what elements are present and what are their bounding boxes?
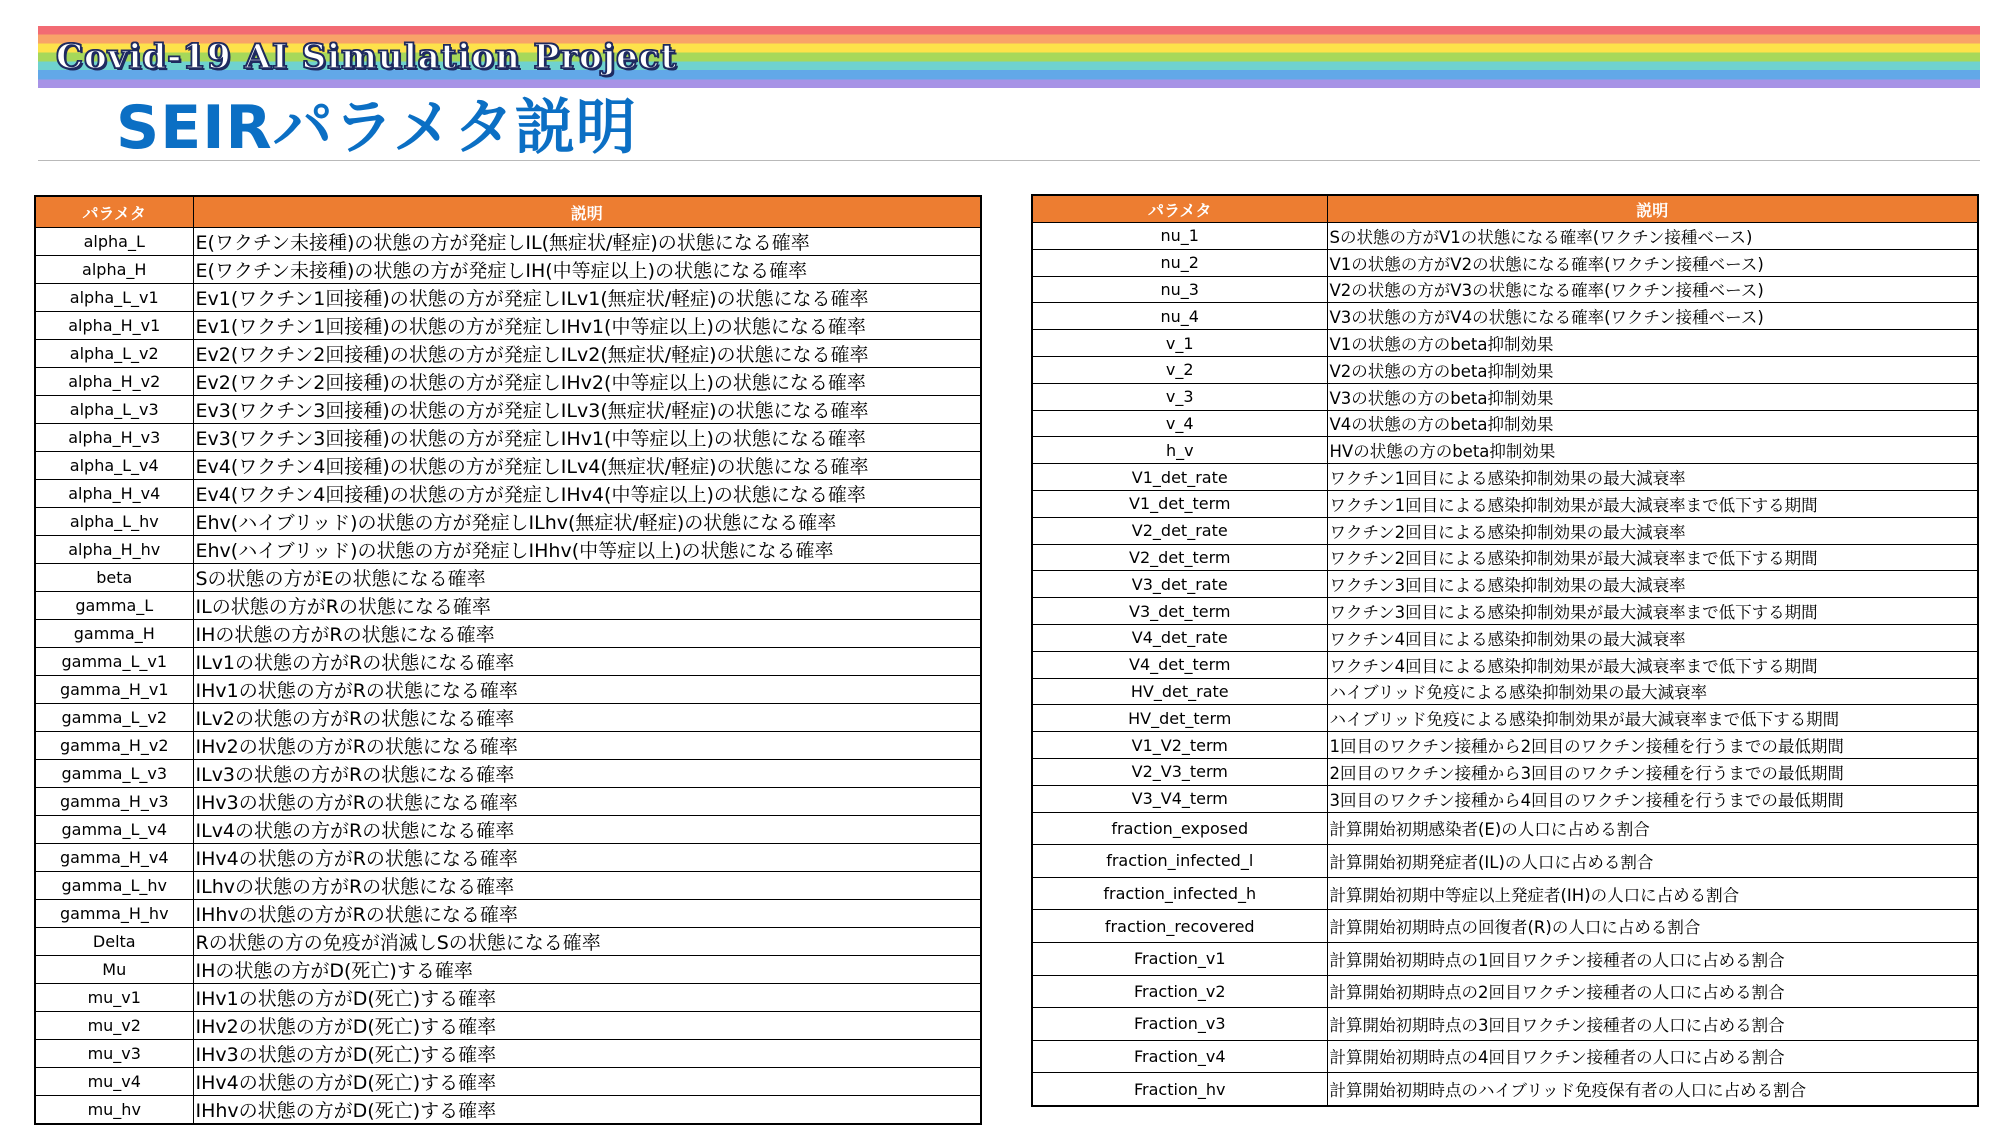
parameter-name-cell: alpha_H_hv	[35, 536, 193, 564]
description-cell: V2の状態の方のbeta抑制効果	[1327, 356, 1978, 383]
description-cell: 計算開始初期時点の回復者(R)の人口に占める割合	[1327, 910, 1978, 943]
table-row	[35, 676, 981, 704]
parameter-name-cell: nu_2	[1032, 249, 1327, 276]
description-cell: ハイブリッド免疫による感染抑制効果の最大減衰率	[1327, 678, 1978, 705]
description-cell: E(ワクチン未接種)の状態の方が発症しIH(中等症以上)の状態になる確率	[193, 256, 981, 284]
table-row	[35, 564, 981, 592]
parameter-name-cell: alpha_L_v2	[35, 340, 193, 368]
description-cell: V3の状態の方のbeta抑制効果	[1327, 383, 1978, 410]
table-row	[35, 844, 981, 872]
table-row	[1032, 303, 1978, 330]
table-row	[35, 480, 981, 508]
table-row	[35, 1012, 981, 1040]
table-row	[1032, 1073, 1978, 1106]
parameter-name-cell: v_4	[1032, 410, 1327, 437]
table-row	[35, 592, 981, 620]
parameter-name-cell: alpha_L_v4	[35, 452, 193, 480]
parameter-name-cell: Mu	[35, 956, 193, 984]
description-cell: Sの状態の方がEの状態になる確率	[193, 564, 981, 592]
table-row	[1032, 910, 1978, 943]
description-cell: Ev1(ワクチン1回接種)の状態の方が発症しILv1(無症状/軽症)の状態になる確率	[193, 284, 981, 312]
parameter-table-left	[34, 195, 982, 1125]
description-cell: ハイブリッド免疫による感染抑制効果が最大減衰率まで低下する期間	[1327, 705, 1978, 732]
parameter-name-cell: gamma_L_v2	[35, 704, 193, 732]
description-cell: 計算開始初期時点の2回目ワクチン接種者の人口に占める割合	[1327, 975, 1978, 1008]
description-cell: IHhvの状態の方がD(死亡)する確率	[193, 1096, 981, 1125]
parameter-name-cell: gamma_H_v2	[35, 732, 193, 760]
table-row	[35, 340, 981, 368]
table-row	[1032, 544, 1978, 571]
parameter-name-cell: gamma_H_v4	[35, 844, 193, 872]
parameter-name-cell: gamma_L_v3	[35, 760, 193, 788]
parameter-name-cell: HV_det_rate	[1032, 678, 1327, 705]
description-cell: V4の状態の方のbeta抑制効果	[1327, 410, 1978, 437]
parameter-name-cell: mu_v3	[35, 1040, 193, 1068]
table-row	[35, 452, 981, 480]
description-cell: 計算開始初期発症者(IL)の人口に占める割合	[1327, 845, 1978, 878]
description-cell: 計算開始初期時点の4回目ワクチン接種者の人口に占める割合	[1327, 1040, 1978, 1073]
parameter-name-cell: Fraction_v3	[1032, 1008, 1327, 1041]
parameter-name-cell: V2_V3_term	[1032, 758, 1327, 785]
parameter-name-cell: V1_det_rate	[1032, 464, 1327, 491]
table-row	[1032, 249, 1978, 276]
table-row	[35, 228, 981, 256]
description-cell: Ev2(ワクチン2回接種)の状態の方が発症しIHv2(中等症以上)の状態になる確率	[193, 368, 981, 396]
description-cell: ワクチン1回目による感染抑制効果が最大減衰率まで低下する期間	[1327, 490, 1978, 517]
table-row	[35, 620, 981, 648]
table-row	[1032, 571, 1978, 598]
table-row	[35, 928, 981, 956]
table-row	[1032, 1008, 1978, 1041]
description-cell: Ev3(ワクチン3回接種)の状態の方が発症しILv3(無症状/軽症)の状態になる確率	[193, 396, 981, 424]
description-cell: IHv4の状態の方がD(死亡)する確率	[193, 1068, 981, 1096]
description-cell: ワクチン3回目による感染抑制効果が最大減衰率まで低下する期間	[1327, 598, 1978, 625]
parameter-name-cell: gamma_L_hv	[35, 872, 193, 900]
table-row	[1032, 942, 1978, 975]
description-cell: IHの状態の方がD(死亡)する確率	[193, 956, 981, 984]
parameter-name-cell: beta	[35, 564, 193, 592]
parameter-name-cell: alpha_H_v2	[35, 368, 193, 396]
description-cell: 2回目のワクチン接種から3回目のワクチン接種を行うまでの最低期間	[1327, 758, 1978, 785]
description-cell: 計算開始初期時点の3回目ワクチン接種者の人口に占める割合	[1327, 1008, 1978, 1041]
parameter-name-cell: V2_det_term	[1032, 544, 1327, 571]
description-cell: ワクチン4回目による感染抑制効果の最大減衰率	[1327, 624, 1978, 651]
parameter-name-cell: alpha_H_v1	[35, 312, 193, 340]
table-row	[1032, 330, 1978, 357]
description-cell: IHv2の状態の方がRの状態になる確率	[193, 732, 981, 760]
title-divider	[38, 160, 1980, 161]
table-row	[35, 872, 981, 900]
table-row	[35, 956, 981, 984]
parameter-name-cell: v_3	[1032, 383, 1327, 410]
description-cell: IHhvの状態の方がRの状態になる確率	[193, 900, 981, 928]
parameter-name-cell: fraction_exposed	[1032, 812, 1327, 845]
table-header-row	[1032, 195, 1978, 223]
parameter-name-cell: V3_V4_term	[1032, 785, 1327, 812]
page-title: SEIRパラメタ説明	[116, 93, 637, 163]
description-cell: IHv4の状態の方がRの状態になる確率	[193, 844, 981, 872]
parameter-name-cell: Fraction_v1	[1032, 942, 1327, 975]
description-cell: 計算開始初期時点の1回目ワクチン接種者の人口に占める割合	[1327, 942, 1978, 975]
table-row	[35, 256, 981, 284]
description-cell: ワクチン2回目による感染抑制効果が最大減衰率まで低下する期間	[1327, 544, 1978, 571]
description-cell: Ev1(ワクチン1回接種)の状態の方が発症しIHv1(中等症以上)の状態になる確率	[193, 312, 981, 340]
parameter-name-cell: V4_det_rate	[1032, 624, 1327, 651]
description-cell: 計算開始初期中等症以上発症者(IH)の人口に占める割合	[1327, 877, 1978, 910]
parameter-name-cell: mu_v4	[35, 1068, 193, 1096]
description-cell: V3の状態の方がV4の状態になる確率(ワクチン接種ベース)	[1327, 303, 1978, 330]
parameter-name-cell: V4_det_term	[1032, 651, 1327, 678]
parameter-name-cell: gamma_L_v1	[35, 648, 193, 676]
parameter-name-cell: alpha_L_v3	[35, 396, 193, 424]
table-row	[35, 424, 981, 452]
table-row	[35, 900, 981, 928]
table-row	[1032, 624, 1978, 651]
parameter-name-cell: mu_v1	[35, 984, 193, 1012]
description-cell: 3回目のワクチン接種から4回目のワクチン接種を行うまでの最低期間	[1327, 785, 1978, 812]
table-row	[35, 396, 981, 424]
banner-title: Covid-19 AI Simulation Project	[56, 37, 678, 77]
table-row	[1032, 758, 1978, 785]
parameter-name-cell: alpha_L_hv	[35, 508, 193, 536]
parameter-name-cell: HV_det_term	[1032, 705, 1327, 732]
table-row	[1032, 490, 1978, 517]
table-row	[35, 284, 981, 312]
description-cell: ILv1の状態の方がRの状態になる確率	[193, 648, 981, 676]
description-cell: IHv1の状態の方がRの状態になる確率	[193, 676, 981, 704]
table-row	[35, 816, 981, 844]
table-row	[35, 760, 981, 788]
parameter-name-cell: fraction_recovered	[1032, 910, 1327, 943]
description-cell: HVの状態の方のbeta抑制効果	[1327, 437, 1978, 464]
parameter-name-cell: V3_det_rate	[1032, 571, 1327, 598]
table-row	[1032, 1040, 1978, 1073]
parameter-name-cell: V1_V2_term	[1032, 732, 1327, 759]
parameter-name-cell: h_v	[1032, 437, 1327, 464]
table-row	[1032, 276, 1978, 303]
parameter-name-cell: nu_4	[1032, 303, 1327, 330]
parameter-name-cell: mu_hv	[35, 1096, 193, 1125]
parameter-name-cell: nu_3	[1032, 276, 1327, 303]
parameter-name-cell: V2_det_rate	[1032, 517, 1327, 544]
parameter-name-cell: alpha_L	[35, 228, 193, 256]
table-row	[1032, 732, 1978, 759]
table-header-row	[35, 196, 981, 228]
description-cell: IHv3の状態の方がRの状態になる確率	[193, 788, 981, 816]
parameter-name-cell: Fraction_hv	[1032, 1073, 1327, 1106]
table-row	[1032, 705, 1978, 732]
parameter-name-cell: Fraction_v2	[1032, 975, 1327, 1008]
parameter-name-cell: gamma_L	[35, 592, 193, 620]
table-row	[1032, 517, 1978, 544]
table-row	[35, 536, 981, 564]
column-header-description: 説明	[1327, 195, 1978, 223]
table-row	[1032, 356, 1978, 383]
table-row	[35, 648, 981, 676]
parameter-name-cell: V3_det_term	[1032, 598, 1327, 625]
parameter-name-cell: fraction_infected_l	[1032, 845, 1327, 878]
description-cell: ワクチン3回目による感染抑制効果の最大減衰率	[1327, 571, 1978, 598]
parameter-name-cell: v_1	[1032, 330, 1327, 357]
description-cell: Ev4(ワクチン4回接種)の状態の方が発症しILv4(無症状/軽症)の状態になる確率	[193, 452, 981, 480]
parameter-name-cell: alpha_H_v4	[35, 480, 193, 508]
description-cell: Ev3(ワクチン3回接種)の状態の方が発症しIHv1(中等症以上)の状態になる確率	[193, 424, 981, 452]
table-row	[1032, 437, 1978, 464]
parameter-name-cell: mu_v2	[35, 1012, 193, 1040]
description-cell: ワクチン2回目による感染抑制効果の最大減衰率	[1327, 517, 1978, 544]
table-row	[35, 732, 981, 760]
table-row	[1032, 975, 1978, 1008]
table-row	[1032, 464, 1978, 491]
parameter-name-cell: alpha_L_v1	[35, 284, 193, 312]
table-row	[1032, 678, 1978, 705]
table-row	[1032, 877, 1978, 910]
description-cell: 1回目のワクチン接種から2回目のワクチン接種を行うまでの最低期間	[1327, 732, 1978, 759]
parameter-name-cell: v_2	[1032, 356, 1327, 383]
table-row	[35, 704, 981, 732]
description-cell: E(ワクチン未接種)の状態の方が発症しIL(無症状/軽症)の状態になる確率	[193, 228, 981, 256]
parameter-name-cell: fraction_infected_h	[1032, 877, 1327, 910]
description-cell: Ehv(ハイブリッド)の状態の方が発症しIHhv(中等症以上)の状態になる確率	[193, 536, 981, 564]
parameter-name-cell: gamma_H_v3	[35, 788, 193, 816]
description-cell: V2の状態の方がV3の状態になる確率(ワクチン接種ベース)	[1327, 276, 1978, 303]
description-cell: ILv2の状態の方がRの状態になる確率	[193, 704, 981, 732]
description-cell: IHの状態の方がRの状態になる確率	[193, 620, 981, 648]
table-row	[35, 508, 981, 536]
description-cell: IHv1の状態の方がD(死亡)する確率	[193, 984, 981, 1012]
description-cell: ILhvの状態の方がRの状態になる確率	[193, 872, 981, 900]
description-cell: IHv2の状態の方がD(死亡)する確率	[193, 1012, 981, 1040]
column-header-parameter: パラメタ	[35, 196, 193, 228]
description-cell: Ev4(ワクチン4回接種)の状態の方が発症しIHv4(中等症以上)の状態になる確率	[193, 480, 981, 508]
parameter-name-cell: gamma_H_v1	[35, 676, 193, 704]
description-cell: ワクチン4回目による感染抑制効果が最大減衰率まで低下する期間	[1327, 651, 1978, 678]
description-cell: 計算開始初期感染者(E)の人口に占める割合	[1327, 812, 1978, 845]
parameter-name-cell: nu_1	[1032, 223, 1327, 250]
table-row	[35, 1096, 981, 1125]
parameter-name-cell: gamma_H_hv	[35, 900, 193, 928]
table-row	[1032, 812, 1978, 845]
description-cell: ILv4の状態の方がRの状態になる確率	[193, 816, 981, 844]
parameter-name-cell: alpha_H	[35, 256, 193, 284]
table-row	[35, 368, 981, 396]
parameter-name-cell: V1_det_term	[1032, 490, 1327, 517]
description-cell: Ev2(ワクチン2回接種)の状態の方が発症しILv2(無症状/軽症)の状態になる確率	[193, 340, 981, 368]
table-row	[35, 788, 981, 816]
table-row	[35, 312, 981, 340]
table-row	[1032, 598, 1978, 625]
description-cell: Rの状態の方の免疫が消滅しSの状態になる確率	[193, 928, 981, 956]
description-cell: V1の状態の方のbeta抑制効果	[1327, 330, 1978, 357]
table-row	[1032, 410, 1978, 437]
column-header-parameter: パラメタ	[1032, 195, 1327, 223]
parameter-name-cell: Delta	[35, 928, 193, 956]
description-cell: V1の状態の方がV2の状態になる確率(ワクチン接種ベース)	[1327, 249, 1978, 276]
table-row	[35, 1068, 981, 1096]
parameter-table-right	[1031, 194, 1979, 1107]
column-header-description: 説明	[193, 196, 981, 228]
table-row	[1032, 845, 1978, 878]
description-cell: ILv3の状態の方がRの状態になる確率	[193, 760, 981, 788]
description-cell: IHv3の状態の方がD(死亡)する確率	[193, 1040, 981, 1068]
description-cell: Ehv(ハイブリッド)の状態の方が発症しILhv(無症状/軽症)の状態になる確率	[193, 508, 981, 536]
table-row	[1032, 785, 1978, 812]
parameter-name-cell: Fraction_v4	[1032, 1040, 1327, 1073]
parameter-name-cell: gamma_H	[35, 620, 193, 648]
parameter-name-cell: alpha_H_v3	[35, 424, 193, 452]
description-cell: 計算開始初期時点のハイブリッド免疫保有者の人口に占める割合	[1327, 1073, 1978, 1106]
table-row	[35, 984, 981, 1012]
description-cell: ワクチン1回目による感染抑制効果の最大減衰率	[1327, 464, 1978, 491]
parameter-name-cell: gamma_L_v4	[35, 816, 193, 844]
table-row	[35, 1040, 981, 1068]
table-row	[1032, 651, 1978, 678]
table-row	[1032, 383, 1978, 410]
table-row	[1032, 223, 1978, 250]
description-cell: ILの状態の方がRの状態になる確率	[193, 592, 981, 620]
description-cell: Sの状態の方がV1の状態になる確率(ワクチン接種ベース)	[1327, 223, 1978, 250]
